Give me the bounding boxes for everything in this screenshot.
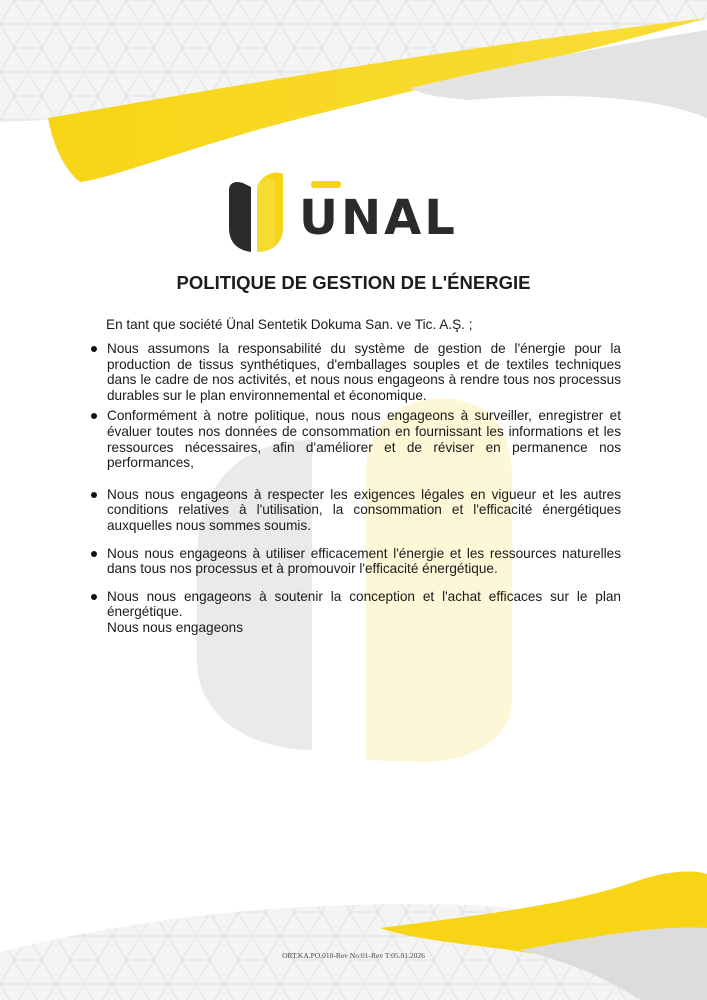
policy-item-text: Conformément à notre politique, nous nous engageons à surveiller, enregistrer et évaluer toutes nos données de consommation en fournissant les informations et les ressources nécessaires, afin d'améliorer et de réviser en permanence nos performances, (107, 408, 621, 471)
bullet-icon (91, 551, 97, 557)
policy-list (91, 341, 621, 636)
policy-item-text: Nous nous engageons à utiliser efficacement l'énergie et les ressources naturelles dans tous nos processus et à promouvoir l'efficacité énergétique. (107, 545, 621, 577)
policy-item-text: Nous nous engageons à soutenir la conception et l'achat efficaces sur le plan énergétique. (107, 588, 621, 620)
logo-letter-u: U (299, 190, 341, 246)
page-title: POLITIQUE DE GESTION DE L'ÉNERGIE (176, 272, 531, 293)
policy-item-1 (91, 341, 621, 403)
bullet-icon (91, 346, 97, 352)
unal-u-icon (227, 166, 289, 254)
policy-item-5 (91, 589, 621, 636)
bullet-icon (91, 492, 97, 498)
policy-item-text: Nous nous engageons à respecter les exigences légales en vigueur et les autres conditions relatives à l'utilisation, la consommation et l'efficacité énergétiques auxquelles nous sommes soumis. (107, 486, 621, 533)
policy-item-3 (91, 487, 621, 534)
intro-line: En tant que société Ünal Sentetik Dokuma San. ve Tic. A.Ş. ; (106, 317, 473, 332)
policy-item-continuation: Nous nous engageons (107, 619, 244, 635)
company-logo (227, 166, 487, 254)
logo-wordmark (299, 188, 458, 248)
bullet-icon (91, 413, 97, 419)
policy-item-2 (91, 408, 621, 470)
document-reference: ORT.KA.PO.010-Rev No:01-Rev T:05.01.2026 (282, 951, 425, 960)
policy-item-text: Nous assumons la responsabilité du système de gestion de l'énergie pour la production de tissus synthétiques, d'emballages souples et de textiles techniques dans le cadre de nos activités, et nous nous engageons à rendre tous nos processus durables sur le plan environnemental et économique. (107, 341, 621, 403)
bullet-icon (91, 594, 97, 600)
policy-item-4 (91, 546, 621, 577)
logo-brand-rest: NAL (340, 190, 458, 246)
